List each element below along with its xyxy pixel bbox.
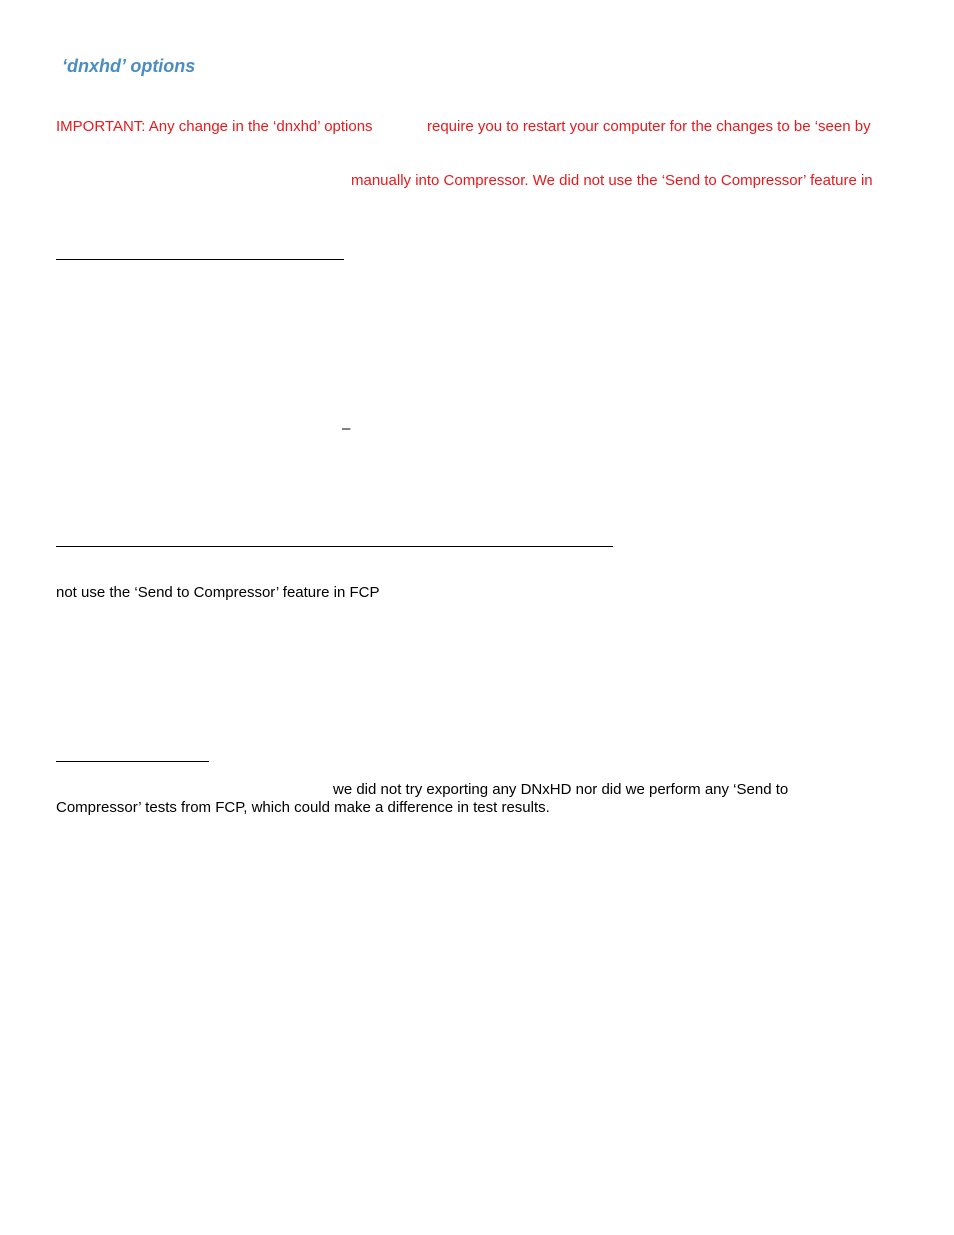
underline-rule-3 (56, 761, 209, 762)
notice-text-part1: IMPORTANT: Any change in the ‘dnxhd’ options (56, 118, 373, 135)
underline-rule-1 (56, 259, 344, 260)
section-heading: ‘dnxhd’ options (62, 56, 196, 76)
dash-fragment: – (342, 420, 351, 437)
notice-text-part3: manually into Compressor. We did not use the ‘Send to Compressor’ feature in (351, 172, 873, 189)
closing-line-1: we did not try exporting any DNxHD nor did we perform any ‘Send to (333, 781, 789, 798)
underline-rule-2 (56, 546, 613, 547)
closing-line-2: Compressor’ tests from FCP, which could make a difference in test results. (56, 799, 550, 816)
fcp-note: not use the ‘Send to Compressor’ feature in FCP (56, 584, 380, 601)
notice-text-part2: require you to restart your computer for the changes to be ‘seen by (427, 118, 871, 135)
